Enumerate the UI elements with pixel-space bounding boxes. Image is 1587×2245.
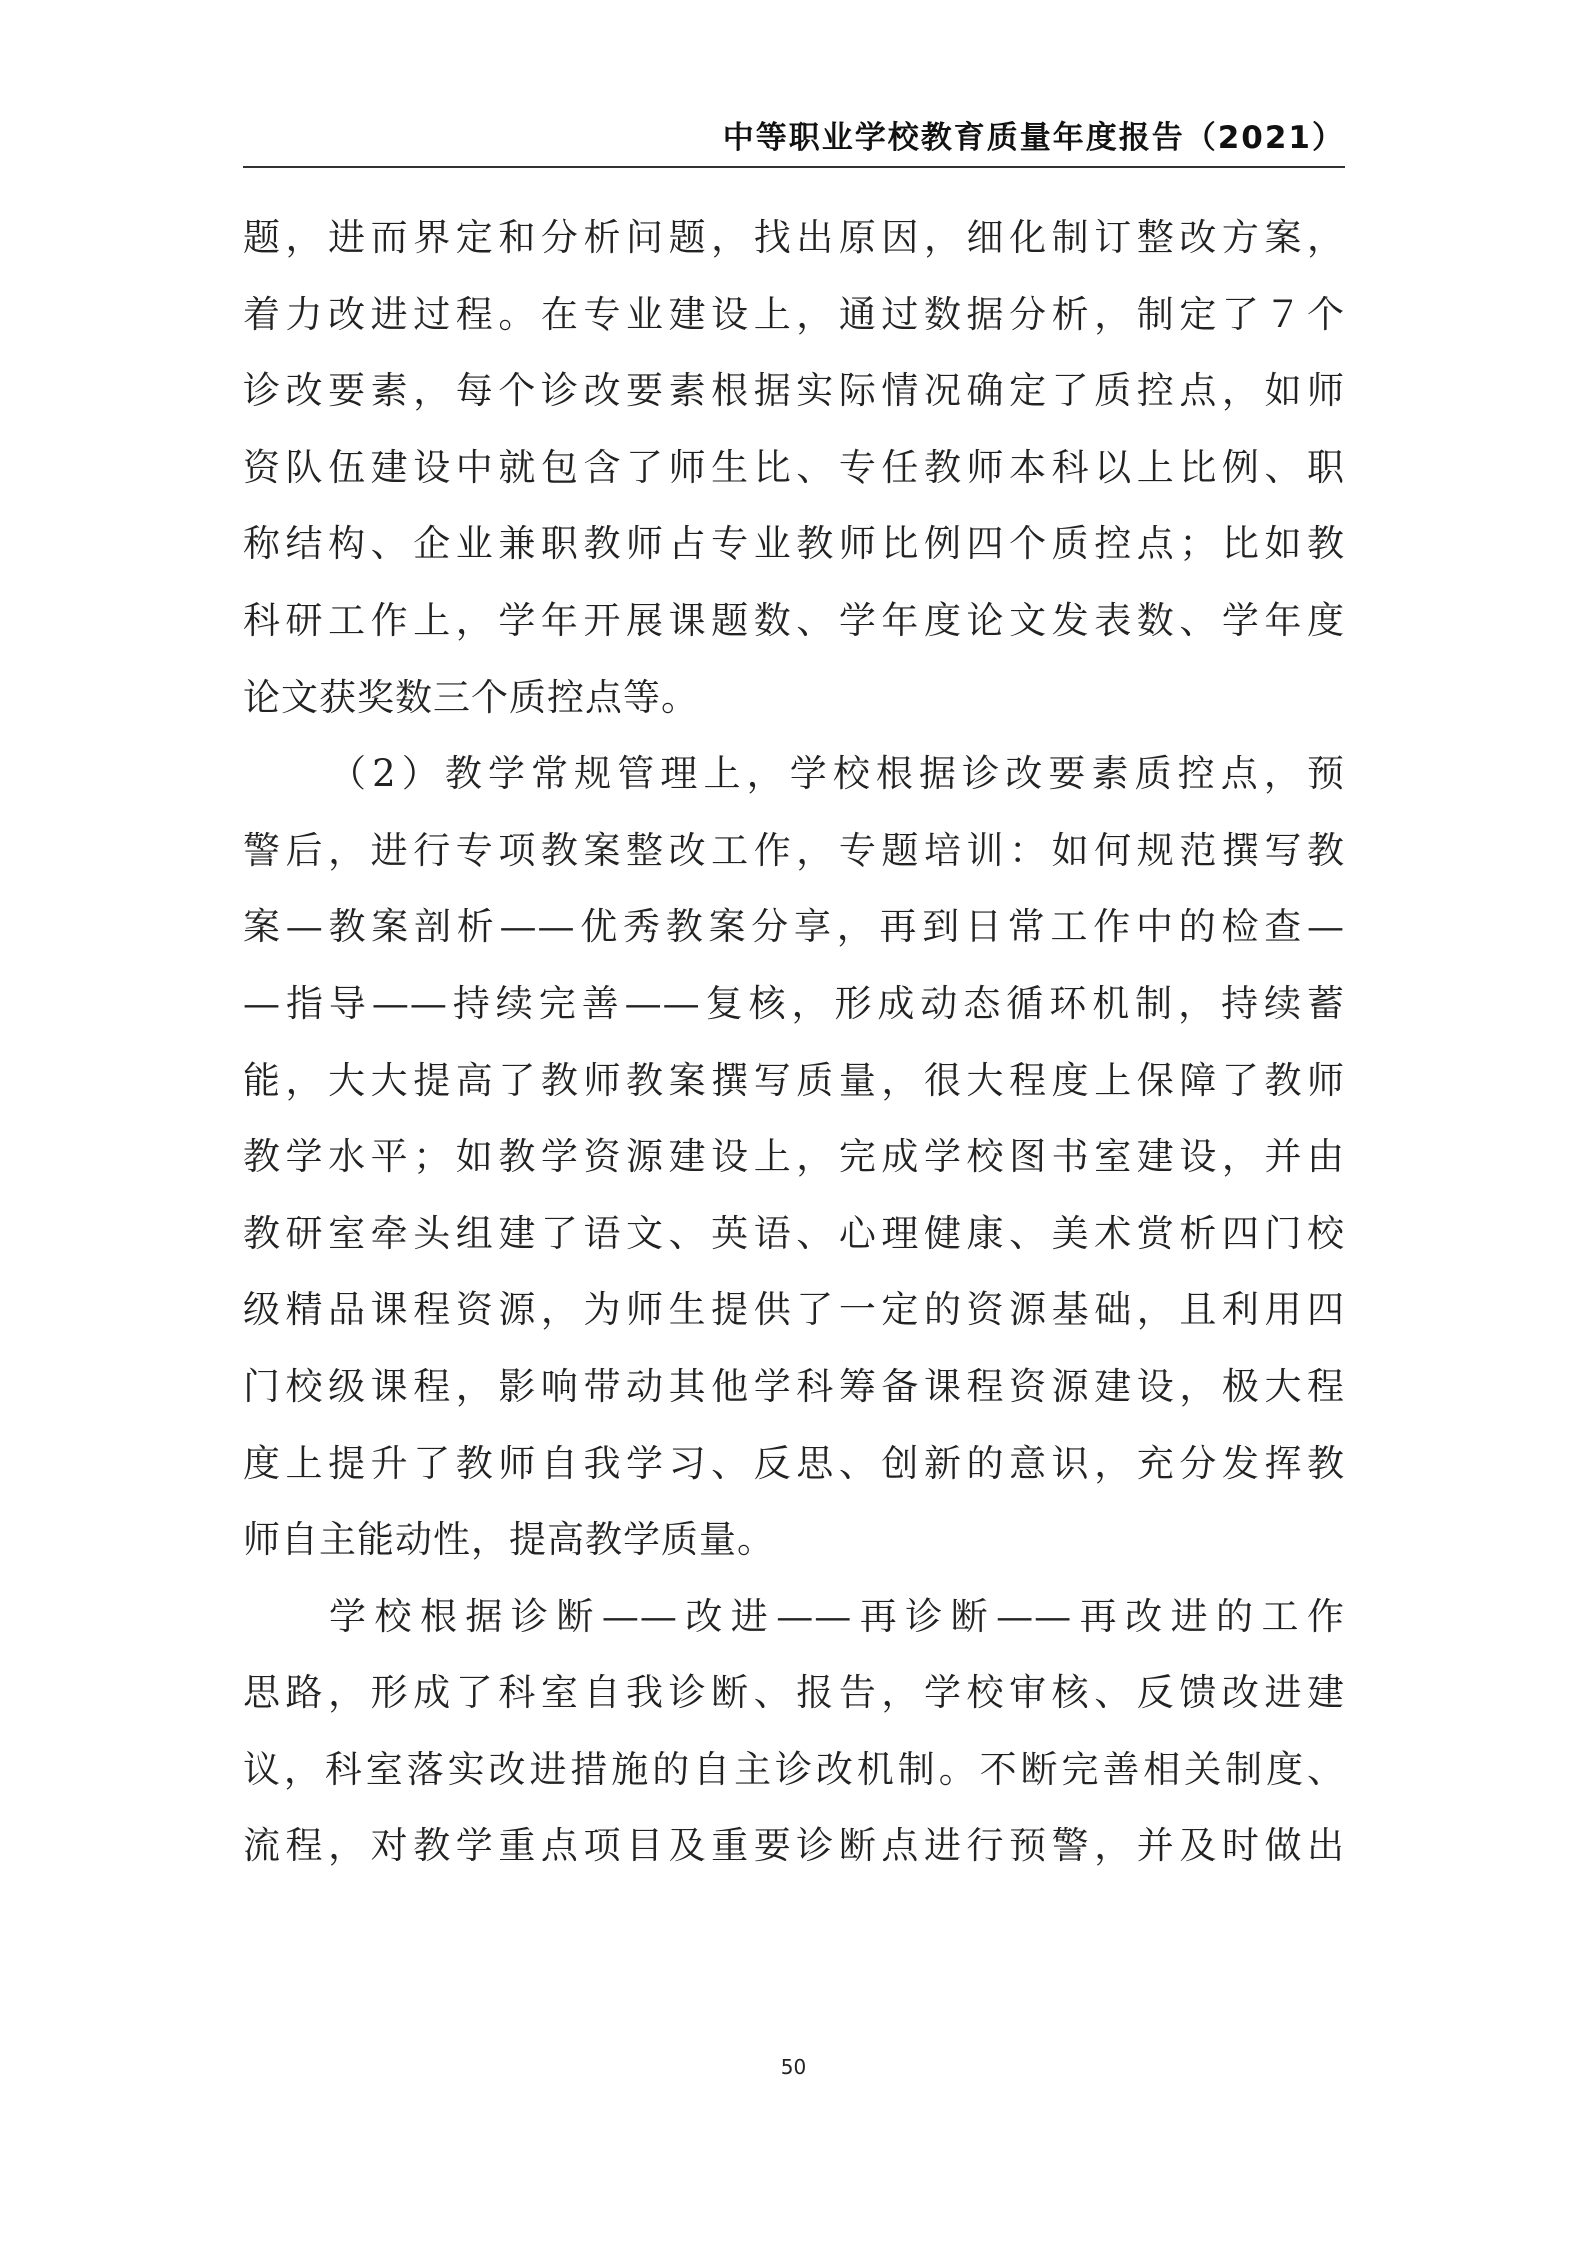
text-line: 案—教案剖析——优秀教案分享，再到日常工作中的检查— bbox=[243, 905, 1345, 949]
text-line: 着力改进过程。在专业建设上，通过数据分析，制定了７个 bbox=[243, 292, 1345, 336]
text-line: 教研室牵头组建了语文、英语、心理健康、美术赏析四门校 bbox=[243, 1211, 1345, 1255]
text-line: 学校根据诊断——改进——再诊断——再改进的工作 bbox=[329, 1594, 1345, 1638]
text-line: （2）教学常规管理上，学校根据诊改要素质控点，预 bbox=[329, 752, 1345, 796]
text-line: 论文获奖数三个质控点等。 bbox=[243, 675, 699, 719]
text-line: 议，科室落实改进措施的自主诊改机制。不断完善相关制度、 bbox=[243, 1747, 1345, 1791]
header-title: 中等职业学校教育质量年度报告（2021） bbox=[722, 120, 1345, 156]
text-line: 师自主能动性，提高教学质量。 bbox=[243, 1518, 775, 1562]
text-line: 流程，对教学重点项目及重要诊断点进行预警，并及时做出 bbox=[243, 1824, 1345, 1868]
text-line: 资队伍建设中就包含了师生比、专任教师本科以上比例、职 bbox=[243, 445, 1345, 489]
text-line: 诊改要素，每个诊改要素根据实际情况确定了质控点，如师 bbox=[243, 369, 1345, 413]
text-line: 称结构、企业兼职教师占专业教师比例四个质控点；比如教 bbox=[243, 522, 1345, 566]
text-line: 能，大大提高了教师教案撰写质量，很大程度上保障了教师 bbox=[243, 1058, 1345, 1102]
text-line: 门校级课程，影响带动其他学科筹备课程资源建设，极大程 bbox=[243, 1364, 1345, 1408]
body-text bbox=[243, 200, 1345, 1885]
page-header bbox=[243, 118, 1345, 168]
text-line: 科研工作上，学年开展课题数、学年度论文发表数、学年度 bbox=[243, 598, 1345, 642]
text-line: 级精品课程资源，为师生提供了一定的资源基础，且利用四 bbox=[243, 1288, 1345, 1332]
text-line: 思路，形成了科室自我诊断、报告，学校审核、反馈改进建 bbox=[243, 1671, 1345, 1715]
text-line: 题，进而界定和分析问题，找出原因，细化制订整改方案， bbox=[243, 216, 1345, 259]
text-line: —指导——持续完善——复核，形成动态循环机制，持续蓄 bbox=[243, 981, 1345, 1025]
page-number: 50 bbox=[780, 2055, 807, 2079]
text-line: 教学水平；如教学资源建设上，完成学校图书室建设，并由 bbox=[243, 1135, 1345, 1179]
text-line: 警后，进行专项教案整改工作，专题培训：如何规范撰写教 bbox=[243, 828, 1345, 872]
text-line: 度上提升了教师自我学习、反思、创新的意识，充分发挥教 bbox=[243, 1441, 1345, 1485]
